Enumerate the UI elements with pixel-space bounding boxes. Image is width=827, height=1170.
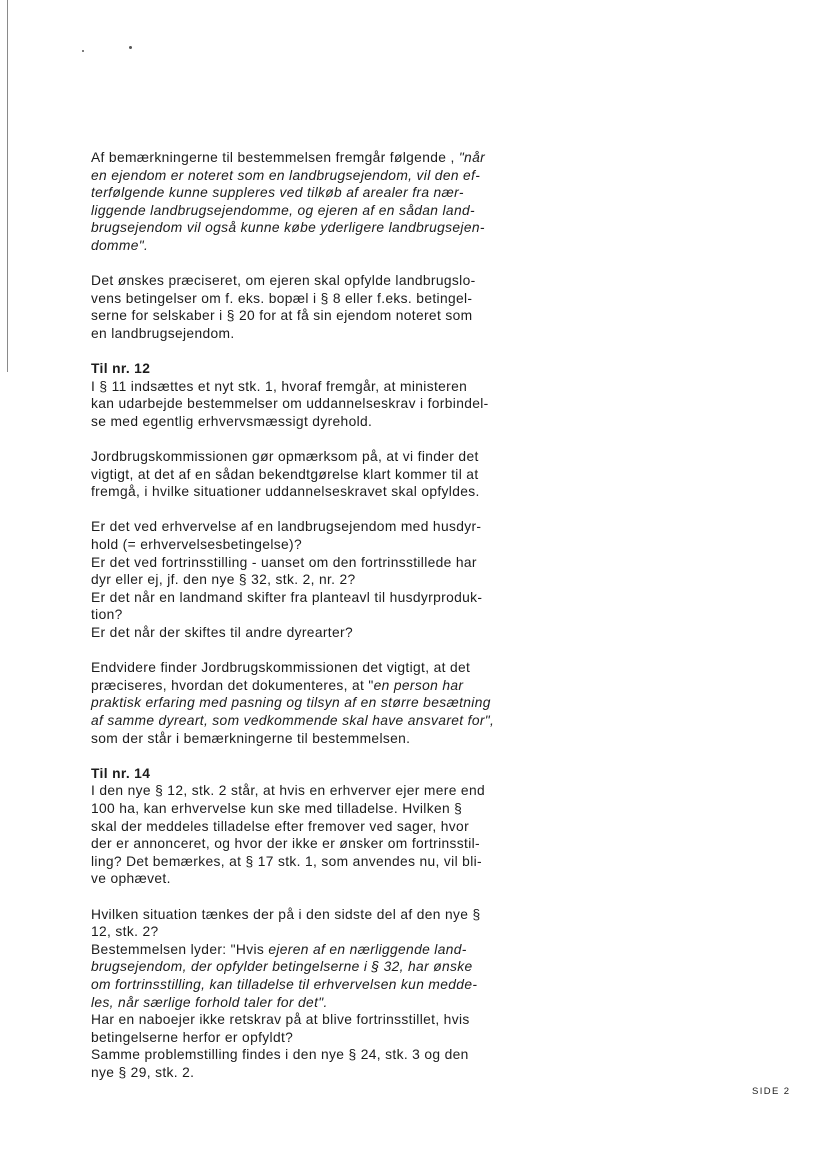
text-line: brugsejendom vil også kunne købe yderligere landbrugsejen- [91,220,485,236]
text-regular: præciseres, hvordan det dokumenteres, at " [91,677,374,693]
text-line: om fortrinsstilling, kan tilladelse til erhvervelsen kun medde- [91,976,478,992]
paragraph-ownership-requirements [91,272,561,342]
text-line: les, når særlige forhold taler for det". [91,994,328,1010]
section-heading: Til nr. 12 [91,361,151,377]
text-line: vens betingelser om f. eks. bopæl i § 8 eller f.eks. betingel- [91,290,473,306]
paragraph-documentation [91,659,561,747]
text-regular: Bestemmelsen lyder: "Hvis [91,941,269,957]
text-line: Har en naboejer ikke retskrav på at blive fortrinsstillet, hvis [91,1012,470,1028]
text-line: en landbrugsejendom. [91,325,235,341]
text-line: Er det når der skiftes til andre dyrearter? [91,625,353,641]
text-line: Jordbrugskommissionen gør opmærksom på, at vi finder det [91,449,479,465]
text-line: Endvidere finder Jordbrugskommissionen det vigtigt, at det [91,660,471,676]
text-regular: Af bemærkningerne til bestemmelsen fremgår følgende , [91,150,459,165]
text-line: terfølgende kunne suppleres ved tilkøb af arealer fra nær- [91,185,464,201]
text-line: Er det når en landmand skifter fra planteavl til husdyrproduk- [91,589,483,605]
text-line [91,941,561,959]
text-line: kan udarbejde bestemmelser om uddannelseskrav i forbindel- [91,396,489,412]
text-italic-quote: en person har [373,677,464,693]
text-line: 12, stk. 2? [91,924,159,940]
section-heading: Til nr. 14 [91,765,151,781]
section-nr-14 [91,765,561,888]
text-line: I § 11 indsættes et nyt stk. 1, hvoraf fremgår, at ministeren [91,378,468,394]
text-italic-quote: "når [458,150,486,165]
text-line: liggende landbrugsejendomme, og ejeren af en sådan land- [91,202,475,218]
text-line: brugsejendom, der opfylder betingelserne i § 32, har ønske [91,959,473,975]
text-line: vigtigt, at det af en sådan bekendtgørelse klart kommer til at [91,466,479,482]
scan-speck [82,50,84,52]
paragraph-neighbour-claim [91,906,561,1082]
text-line: skal der meddeles tilladelse efter fremover ved sager, hvor [91,818,470,834]
text-line: praktisk erfaring med pasning og tilsyn af en større besætning [91,695,491,711]
text-line: der er annonceret, og hvor der ikke er ønsker om fortrinsstil- [91,836,480,852]
scan-speck [129,46,132,49]
scan-edge-line [7,0,8,372]
text-line: ve ophævet. [91,871,171,887]
text-line [91,149,561,167]
text-line: Er det ved fortrinsstilling - uanset om den fortrinsstillede har [91,554,477,570]
paragraph-questions [91,518,561,641]
text-line: Er det ved erhvervelse af en landbrugsejendom med husdyr- [91,519,482,535]
text-line [91,677,561,695]
text-italic-quote: ejeren af en nærliggende land- [268,941,467,957]
text-line: en ejendom er noteret som en landbrugsejendom, vil den ef- [91,167,481,183]
document-body [91,149,561,1099]
text-line: I den nye § 12, stk. 2 står, at hvis en erhverver ejer mere end [91,783,485,799]
text-line: dyr eller ej, jf. den nye § 32, stk. 2, nr. 2? [91,572,356,588]
text-line: Hvilken situation tænkes der på i den sidste del af den nye § [91,906,481,922]
text-line: nye § 29, stk. 2. [91,1064,195,1080]
text-line: af samme dyreart, som vedkommende skal have ansvaret for", [91,713,495,728]
text-line: betingelserne herfor er opfyldt? [91,1029,294,1045]
text-line: se med egentlig erhvervsmæssigt dyrehold. [91,413,373,429]
paragraph-commission-note [91,448,561,501]
text-line: serne for selskaber i § 20 for at få sin ejendom noteret som [91,308,473,324]
text-line: domme". [91,237,149,253]
text-line: Samme problemstilling findes i den nye § 24, stk. 3 og den [91,1047,469,1063]
text-line: tion? [91,607,123,623]
section-nr-12 [91,360,561,430]
text-line: Det ønskes præciseret, om ejeren skal opfylde landbrugslo- [91,273,476,289]
page-number: SIDE 2 [752,1086,791,1097]
text-line: hold (= erhvervelsesbetingelse)? [91,537,302,553]
text-line: ling? Det bemærkes, at § 17 stk. 1, som anvendes nu, vil bli- [91,853,482,869]
text-line: fremgå, i hvilke situationer uddannelseskravet skal opfyldes. [91,484,480,500]
text-line: som der står i bemærkningerne til bestemmelsen. [91,730,411,746]
text-line: 100 ha, kan erhvervelse kun ske med tilladelse. Hvilken § [91,800,463,816]
paragraph-intro [91,149,561,255]
